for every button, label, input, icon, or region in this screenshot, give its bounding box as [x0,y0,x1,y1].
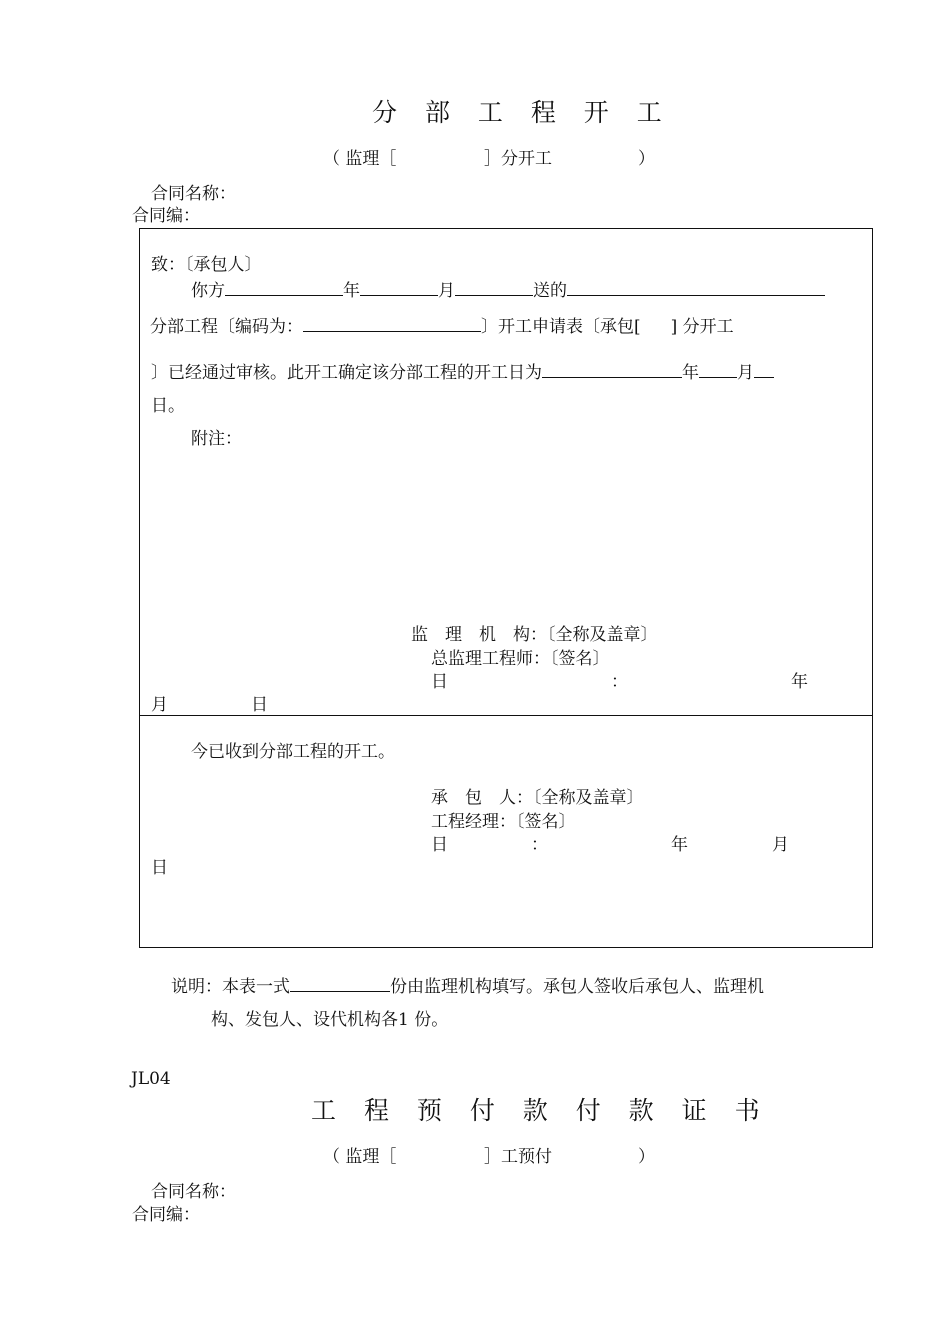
form1-explanation-line2: 构、发包人、设代机构各1 份。 [211,1010,449,1030]
form1-line1-year: 年 [343,281,360,301]
form1-org-label: 监 理 机 构：〔全称及盖章〕 [411,625,658,645]
form1-blank-start-day[interactable] [754,359,774,378]
form1-line3-year: 年 [682,363,699,383]
form1-blank-day[interactable] [455,277,533,296]
form2-subtitle-open: （ 监理［ [323,1147,397,1167]
form1-explanation-a: 说明：本表一式 [171,977,290,997]
form1-title: 分 部 工 程 开 工 [372,98,672,127]
form1-subtitle-open: （ 监理［ [323,149,397,169]
form1-subtitle-close: ） [638,149,655,169]
form1-line2-b: 〕开工申请表〔承包[ [481,317,641,337]
form1-line3-month: 月 [737,363,754,383]
form1-line3 [151,359,774,384]
form1-date-colon: ： [611,672,628,692]
form2-subtitle-close: ） [638,1147,655,1167]
form1-date2-year: 年 [671,835,688,855]
form1-note: 附注： [191,429,242,449]
form1-divider [139,715,873,716]
form2-subtitle-mid: ］工预付 [484,1147,552,1167]
form1-date2-day: 日 [151,858,168,878]
form1-blank-copies[interactable] [290,973,390,992]
form1-subtitle-mid: ］分开工 [484,149,552,169]
form1-to: 致：〔承包人〕 [151,255,262,275]
form1-date2-month: 月 [772,835,789,855]
form1-blank-month[interactable] [360,277,438,296]
form1-blank-code[interactable] [303,313,481,332]
form2-contract-name: 合同名称： [151,1182,236,1202]
form1-explanation-line1 [171,973,764,998]
form1-manager-label: 工程经理：〔签名〕 [431,812,576,832]
form1-date-year: 年 [791,672,808,692]
form1-line1-month: 月 [438,281,455,301]
form1-line4: 日。 [151,396,185,416]
form2-title: 工 程 预 付 款 付 款 证 书 [311,1096,770,1125]
form1-contract-no: 合同编： [132,206,200,226]
form2-code: JL04 [131,1069,171,1089]
form1-chief-label: 总监理工程师：〔签名〕 [431,649,610,669]
form1-explanation-b: 份由监理机构填写。承包人签收后承包人、监理机 [390,977,764,997]
form1-date2-ri: 日 [431,835,448,855]
form1-line2 [150,313,734,338]
form1-blank-sent[interactable] [567,277,825,296]
form1-date-day: 日 [251,695,268,715]
form1-line3-a: 〕已经通过审核。此开工确定该分部工程的开工日为 [151,363,542,383]
form1-line2-c: ] 分开工 [670,317,734,337]
form1-blank-start-year[interactable] [542,359,682,378]
form2-contract-no: 合同编： [132,1205,200,1225]
form1-line1-you: 你方 [191,281,225,301]
form1-line1 [191,277,825,302]
form1-contractor-label: 承 包 人：〔全称及盖章〕 [431,788,644,808]
form1-contract-name: 合同名称： [151,184,236,204]
form1-date-month: 月 [151,695,168,715]
form1-blank-start-month[interactable] [699,359,737,378]
form1-line2-a: 分部工程〔编码为： [150,317,303,337]
form1-line1-sent: 送的 [533,281,567,301]
form1-receipt: 今已收到分部工程的开工。 [191,742,395,762]
form1-blank-year[interactable] [225,277,343,296]
form1-date-ri: 日 [431,672,448,692]
form1-date2-colon: ： [531,835,548,855]
